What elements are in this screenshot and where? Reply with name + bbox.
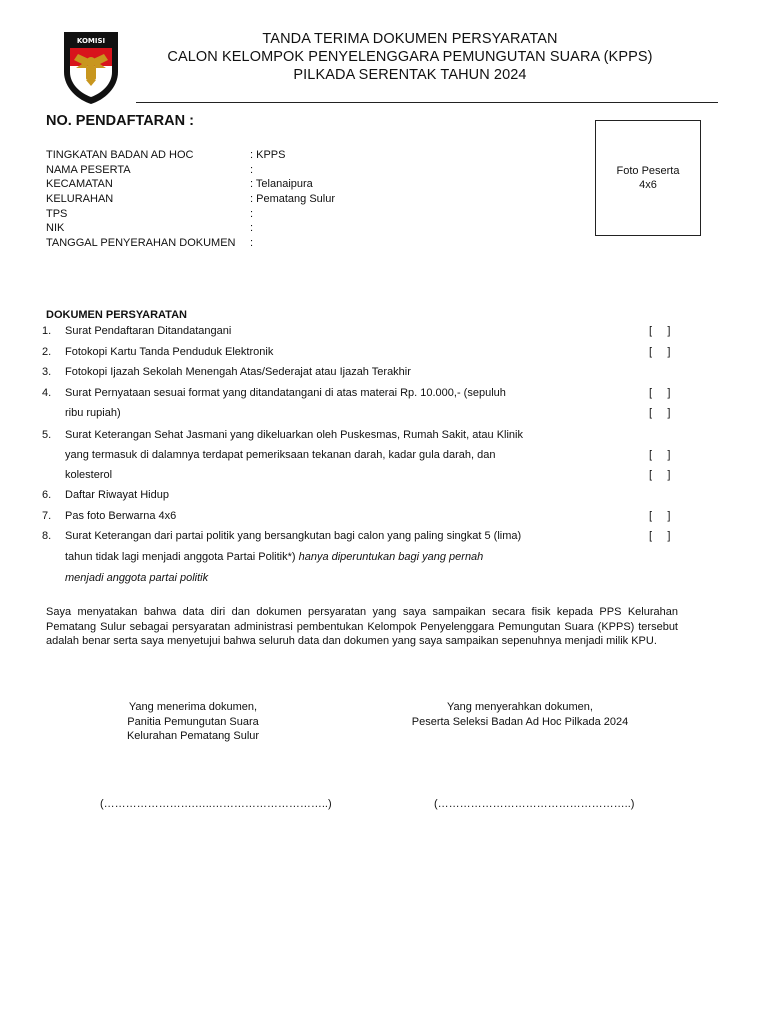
info-row	[46, 221, 254, 236]
checkbox[interactable]: [ ]	[649, 325, 671, 337]
item-text: Surat Keterangan dari partai politik yang bersangkutan bagi calon yang paling singkat 5 (lima)	[65, 530, 522, 542]
checkbox[interactable]: [ ]	[649, 407, 671, 419]
item-text: Surat Keterangan Sehat Jasmani yang dikeluarkan oleh Puskesmas, Rumah Sakit, atau Klinik	[65, 429, 523, 441]
item-text: Pas foto Berwarna 4x6	[65, 510, 177, 522]
info-value[interactable]: : KPPS	[250, 149, 286, 161]
item-text: Fotokopi Kartu Tanda Penduduk Elektronik	[65, 346, 274, 358]
item-number: 6.	[42, 489, 52, 501]
info-row	[46, 192, 335, 207]
info-label: TANGGAL PENYERAHAN DOKUMEN	[46, 237, 236, 250]
checkbox[interactable]: [ ]	[649, 449, 671, 461]
item-number: 8.	[42, 530, 52, 542]
checkbox[interactable]: [ ]	[649, 346, 671, 358]
info-value[interactable]: : Pematang Sulur	[250, 193, 335, 206]
photo-label: Foto Peserta	[616, 165, 680, 177]
info-row	[46, 236, 254, 251]
info-label: NIK	[46, 222, 65, 235]
header-subtitle: CALON KELOMPOK PENYELENGGARA PEMUNGUTAN SUARA (KPPS)	[167, 49, 653, 65]
item-number: 7.	[42, 510, 52, 522]
signature-receiver	[100, 700, 286, 744]
kpu-logo	[58, 26, 124, 106]
signature-submitter-line2: Peserta Seleksi Badan Ad Hoc Pilkada 2024	[411, 715, 629, 728]
info-value[interactable]: :	[250, 222, 254, 235]
info-row	[46, 207, 254, 222]
item-text: tahun tidak lagi menjadi anggota Partai Politik*)	[65, 551, 296, 563]
participant-info	[46, 148, 335, 251]
info-row	[46, 148, 286, 163]
header-year: PILKADA SERENTAK TAHUN 2024	[293, 67, 527, 83]
signature-receiver-line1: Yang menerima dokumen,	[128, 701, 258, 713]
item-number: 2.	[42, 346, 52, 358]
info-label: NAMA PESERTA	[46, 163, 131, 176]
signature-line-submitter[interactable]: (……………………………………………..)	[434, 798, 635, 810]
logo-top-text: KOMISI	[76, 37, 106, 45]
item-text: Fotokopi Ijazah Sekolah Menengah Atas/Sederajat atau Ijazah Terakhir	[65, 366, 411, 378]
document-header	[140, 30, 680, 84]
signature-line-receiver[interactable]: (…………………….…..…………………………..)	[100, 798, 332, 810]
signature-receiver-line2: Panitia Pemungutan Suara	[127, 715, 259, 728]
item-text: kolesterol	[65, 469, 113, 481]
item-number: 5.	[42, 429, 52, 441]
item-text: Surat Pernyataan sesuai format yang ditandatangani di atas materai Rp. 10.000,- (sepuluh	[65, 387, 506, 399]
header-title: TANDA TERIMA DOKUMEN PERSYARATAN	[262, 31, 558, 47]
signature-submitter-line1: Yang menyerahkan dokumen,	[447, 701, 593, 713]
info-row	[46, 163, 254, 178]
item-number: 1.	[42, 325, 52, 337]
info-value[interactable]: :	[250, 207, 254, 220]
info-label: KECAMATAN	[46, 178, 113, 191]
item-text: Daftar Riwayat Hidup	[65, 489, 169, 501]
checkbox[interactable]: [ ]	[649, 530, 671, 542]
documents-title: DOKUMEN PERSYARATAN	[46, 309, 187, 321]
item-number: 4.	[42, 387, 52, 399]
declaration-statement: Saya menyatakan bahwa data diri dan dokumen persyaratan yang saya sampaikan secara fisik kepada PPS Kelurahan Pematang Sulur sebagai persyaratan administrasi pembentukan Kelompok Penyelenggara Pemungutan Suara (KPPS) tersebut adalah benar serta saya menyetujui bahwa seluruh data dan dokumen yang saya sampaikan sepenuhnya menjadi milik KPU.	[46, 606, 678, 647]
info-row	[46, 177, 313, 192]
info-label: TPS	[46, 207, 68, 220]
item-number: 3.	[42, 366, 52, 378]
info-value[interactable]: :	[250, 237, 254, 250]
signature-receiver-line3: Kelurahan Pematang Sulur	[126, 730, 260, 742]
item-text: Surat Pendaftaran Ditandatangani	[65, 325, 232, 337]
item-note: hanya diperuntukan bagi yang pernah	[298, 551, 484, 563]
item-text: ribu rupiah)	[65, 407, 121, 419]
checkbox[interactable]: [ ]	[649, 469, 671, 481]
registration-number-label: NO. PENDAFTARAN :	[46, 113, 194, 129]
checkbox[interactable]: [ ]	[649, 510, 671, 522]
info-label: KELURAHAN	[46, 193, 114, 206]
info-value[interactable]: :	[250, 163, 254, 176]
item-text-line	[65, 550, 483, 564]
header-divider	[136, 102, 718, 103]
item-note: menjadi anggota partai politik	[65, 572, 209, 584]
item-text: yang termasuk di dalamnya terdapat pemeriksaan tekanan darah, kadar gula darah, dan	[65, 449, 496, 461]
info-value[interactable]: : Telanaipura	[250, 178, 313, 191]
photo-size: 4x6	[639, 179, 657, 191]
photo-placeholder	[595, 120, 701, 236]
signature-submitter	[390, 700, 650, 729]
info-label: TINGKATAN BADAN AD HOC	[46, 149, 194, 161]
checkbox[interactable]: [ ]	[649, 387, 671, 399]
